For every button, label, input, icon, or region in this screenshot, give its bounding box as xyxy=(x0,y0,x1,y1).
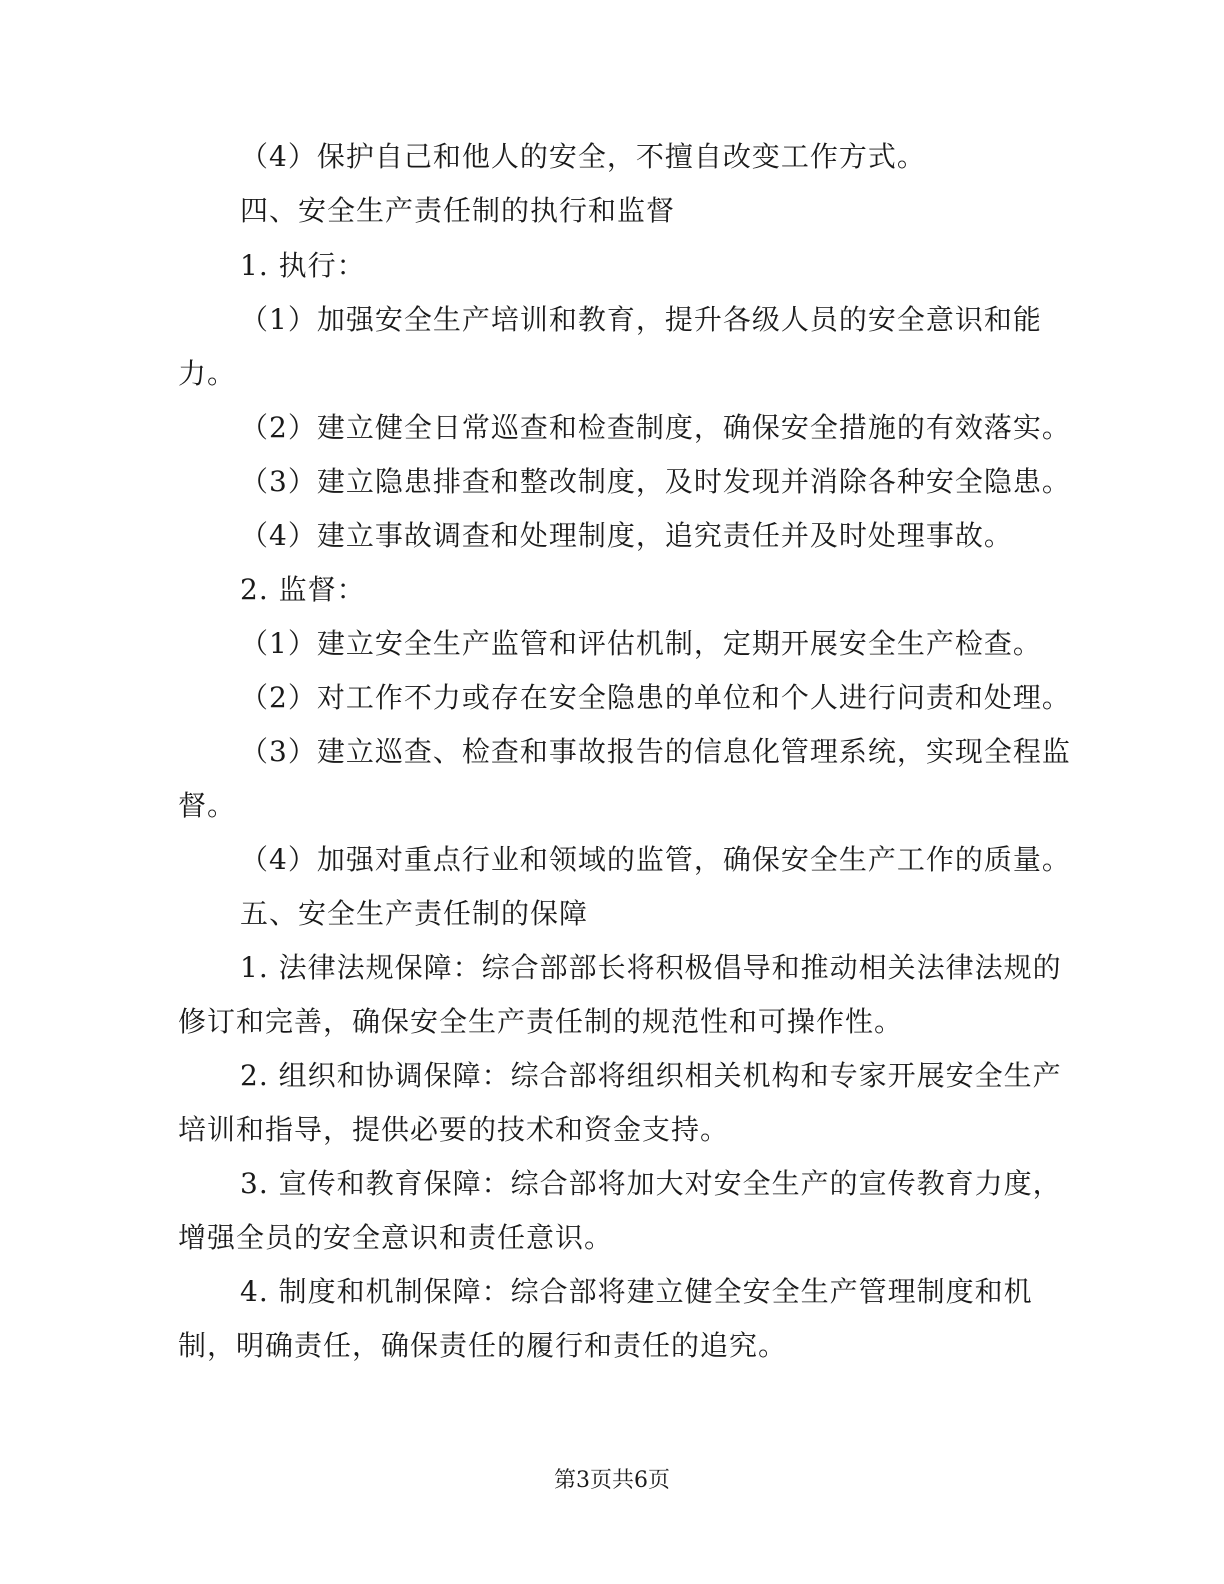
paragraph-line-continuation: 修订和完善，确保安全生产责任制的规范性和可操作性。 xyxy=(178,1005,904,1038)
paragraph-line-continuation: 督。 xyxy=(178,789,237,822)
paragraph-line: （1）加强安全生产培训和教育，提升各级人员的安全意识和能 xyxy=(240,303,1042,336)
paragraph-line: 1. 法律法规保障：综合部部长将积极倡导和推动相关法律法规的 xyxy=(240,951,1062,984)
paragraph-line-continuation: 制，明确责任，确保责任的履行和责任的追究。 xyxy=(178,1329,788,1362)
paragraph-line-continuation: 增强全员的安全意识和责任意识。 xyxy=(178,1221,614,1254)
paragraph-line: （3）建立巡查、检查和事故报告的信息化管理系统，实现全程监 xyxy=(240,735,1071,768)
paragraph-line: （1）建立安全生产监管和评估机制，定期开展安全生产检查。 xyxy=(240,627,1042,660)
paragraph-line: 4. 制度和机制保障：综合部将建立健全安全生产管理制度和机 xyxy=(240,1275,1033,1308)
section-heading: 四、安全生产责任制的执行和监督 xyxy=(240,194,676,227)
subsection-heading: 2. 监督： xyxy=(240,573,366,606)
paragraph-line: （2）对工作不力或存在安全隐患的单位和个人进行问责和处理。 xyxy=(240,681,1071,714)
paragraph-line: （4）建立事故调查和处理制度，追究责任并及时处理事故。 xyxy=(240,519,1013,552)
paragraph-line: （3）建立隐患排查和整改制度，及时发现并消除各种安全隐患。 xyxy=(240,465,1071,498)
paragraph-line: （2）建立健全日常巡查和检查制度，确保安全措施的有效落实。 xyxy=(240,411,1071,444)
paragraph-line-continuation: 培训和指导，提供必要的技术和资金支持。 xyxy=(178,1113,730,1146)
section-heading: 五、安全生产责任制的保障 xyxy=(240,897,589,930)
paragraph-line-continuation: 力。 xyxy=(178,357,237,390)
paragraph-line: （4）保护自己和他人的安全，不擅自改变工作方式。 xyxy=(240,140,926,173)
paragraph-line: （4）加强对重点行业和领域的监管，确保安全生产工作的质量。 xyxy=(240,843,1071,876)
subsection-heading: 1. 执行： xyxy=(240,249,366,282)
page-number-footer: 第3页共6页 xyxy=(554,1468,670,1493)
paragraph-line: 3. 宣传和教育保障：综合部将加大对安全生产的宣传教育力度， xyxy=(240,1167,1062,1200)
paragraph-line: 2. 组织和协调保障：综合部将组织相关机构和专家开展安全生产 xyxy=(240,1059,1062,1092)
